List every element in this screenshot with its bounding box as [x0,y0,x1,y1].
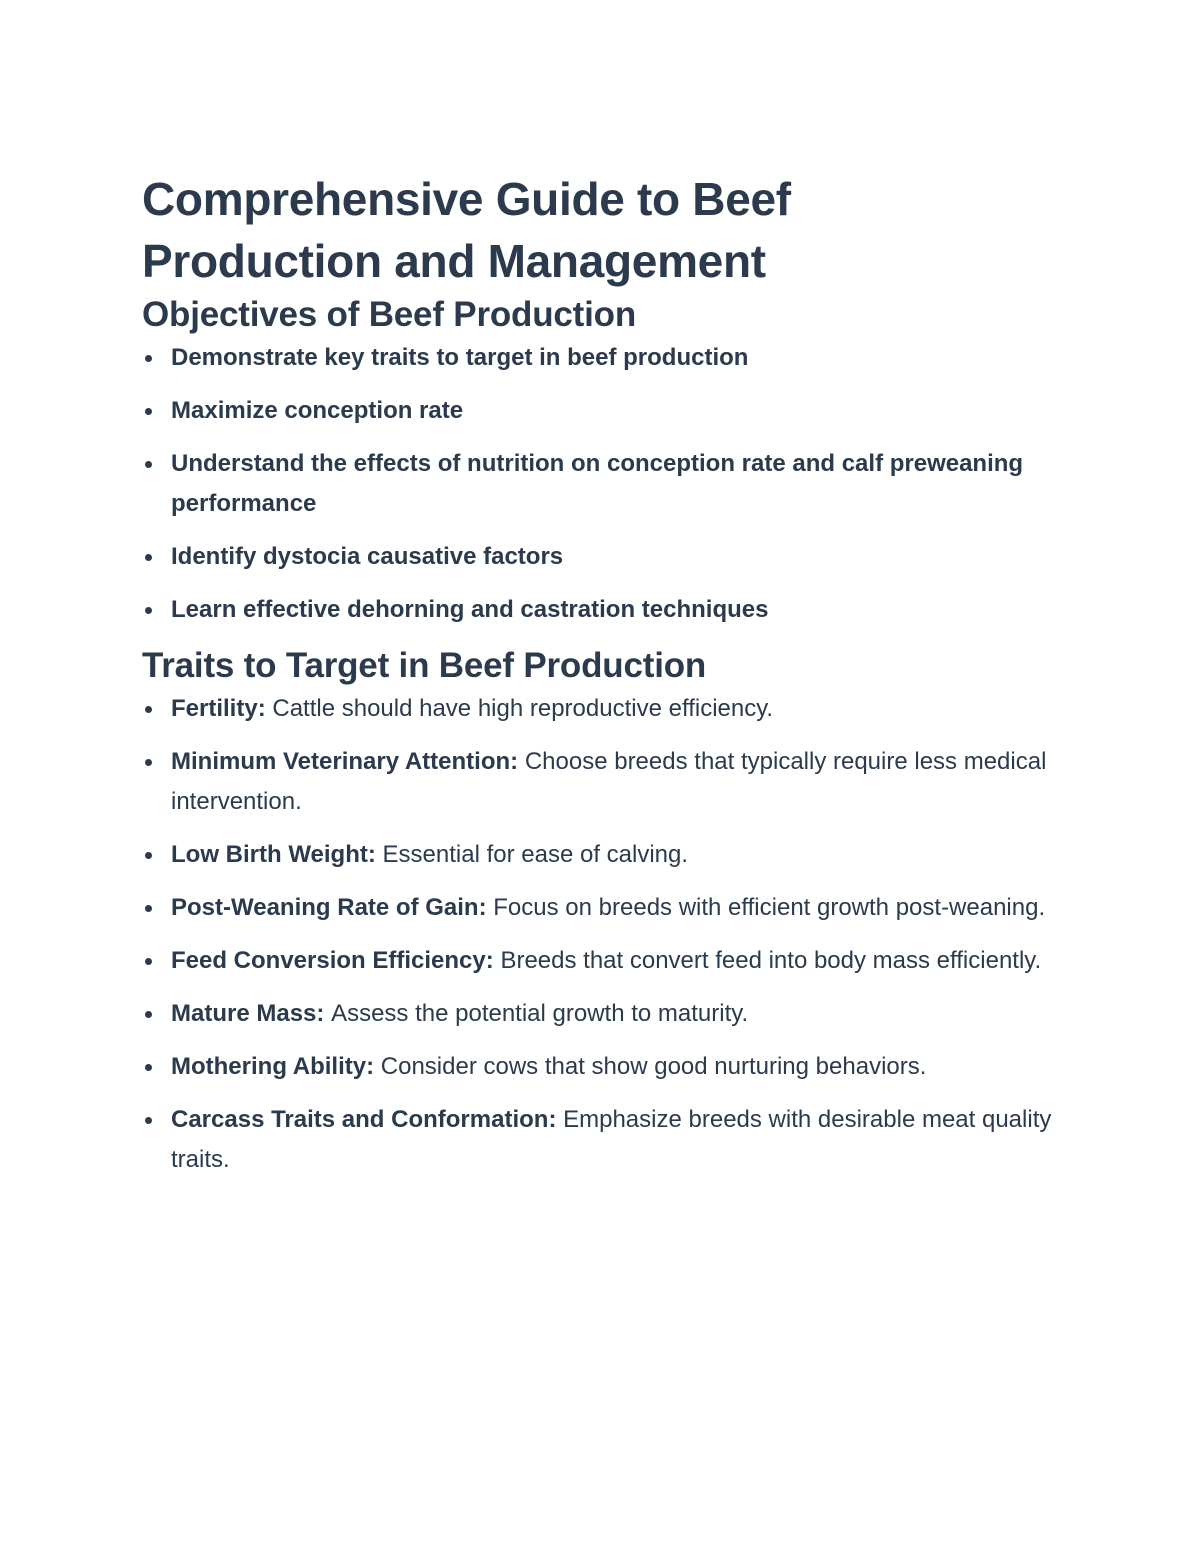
objectives-list [142,338,1052,630]
trait-term: Minimum Veterinary Attention [171,748,511,775]
trait-term: Feed Conversion Efficiency [171,947,486,974]
trait-item: Low Birth Weight: Essential for ease of calving. [142,835,1052,875]
trait-item: Feed Conversion Efficiency: Breeds that convert feed into body mass efficiently. [142,941,1052,981]
trait-description: Choose breeds that typically require less medical intervention. [171,748,1047,815]
trait-description: Essential for ease of calving. [382,841,689,868]
objective-item: Maximize conception rate [142,391,1052,431]
trait-item: Post-Weaning Rate of Gain: Focus on breeds with efficient growth post-weaning. [142,888,1052,928]
document-title-line1: Comprehensive Guide to Beef [142,173,791,225]
objective-item: Learn effective dehorning and castration techniques [142,590,1052,630]
trait-description: Focus on breeds with efficient growth post-weaning. [493,894,1046,921]
trait-description: Assess the potential growth to maturity. [331,1000,749,1027]
trait-description: Breeds that convert feed into body mass efficiently. [500,947,1042,974]
trait-term: Fertility [171,695,258,722]
trait-term: Mothering Ability [171,1053,367,1080]
trait-item: Mature Mass: Assess the potential growth to maturity. [142,994,1052,1034]
trait-term: Low Birth Weight [171,841,368,868]
trait-description: Cattle should have high reproductive efficiency. [272,695,774,722]
trait-item: Minimum Veterinary Attention: Choose breeds that typically require less medical intervention. [142,742,1052,822]
document-title-line2: Production and Management [142,235,766,287]
objective-item: Demonstrate key traits to target in beef production [142,338,1052,378]
traits-heading: Traits to Target in Beef Production [142,646,707,685]
document-title [142,168,1052,292]
trait-item: Fertility: Cattle should have high reproductive efficiency. [142,689,1052,729]
trait-description: Emphasize breeds with desirable meat quality traits. [171,1106,1052,1173]
trait-item: Carcass Traits and Conformation: Emphasize breeds with desirable meat quality traits. [142,1100,1052,1180]
trait-term: Post-Weaning Rate of Gain [171,894,479,921]
trait-term: Mature Mass [171,1000,317,1027]
objectives-heading: Objectives of Beef Production [142,295,637,334]
trait-term: Carcass Traits and Conformation [171,1106,549,1133]
traits-list [142,689,1052,1180]
document-page [142,168,1052,1193]
trait-item: Mothering Ability: Consider cows that show good nurturing behaviors. [142,1047,1052,1087]
objective-item: Understand the effects of nutrition on conception rate and calf preweaning performance [142,444,1052,524]
objective-item: Identify dystocia causative factors [142,537,1052,577]
trait-description: Consider cows that show good nurturing behaviors. [380,1053,927,1080]
